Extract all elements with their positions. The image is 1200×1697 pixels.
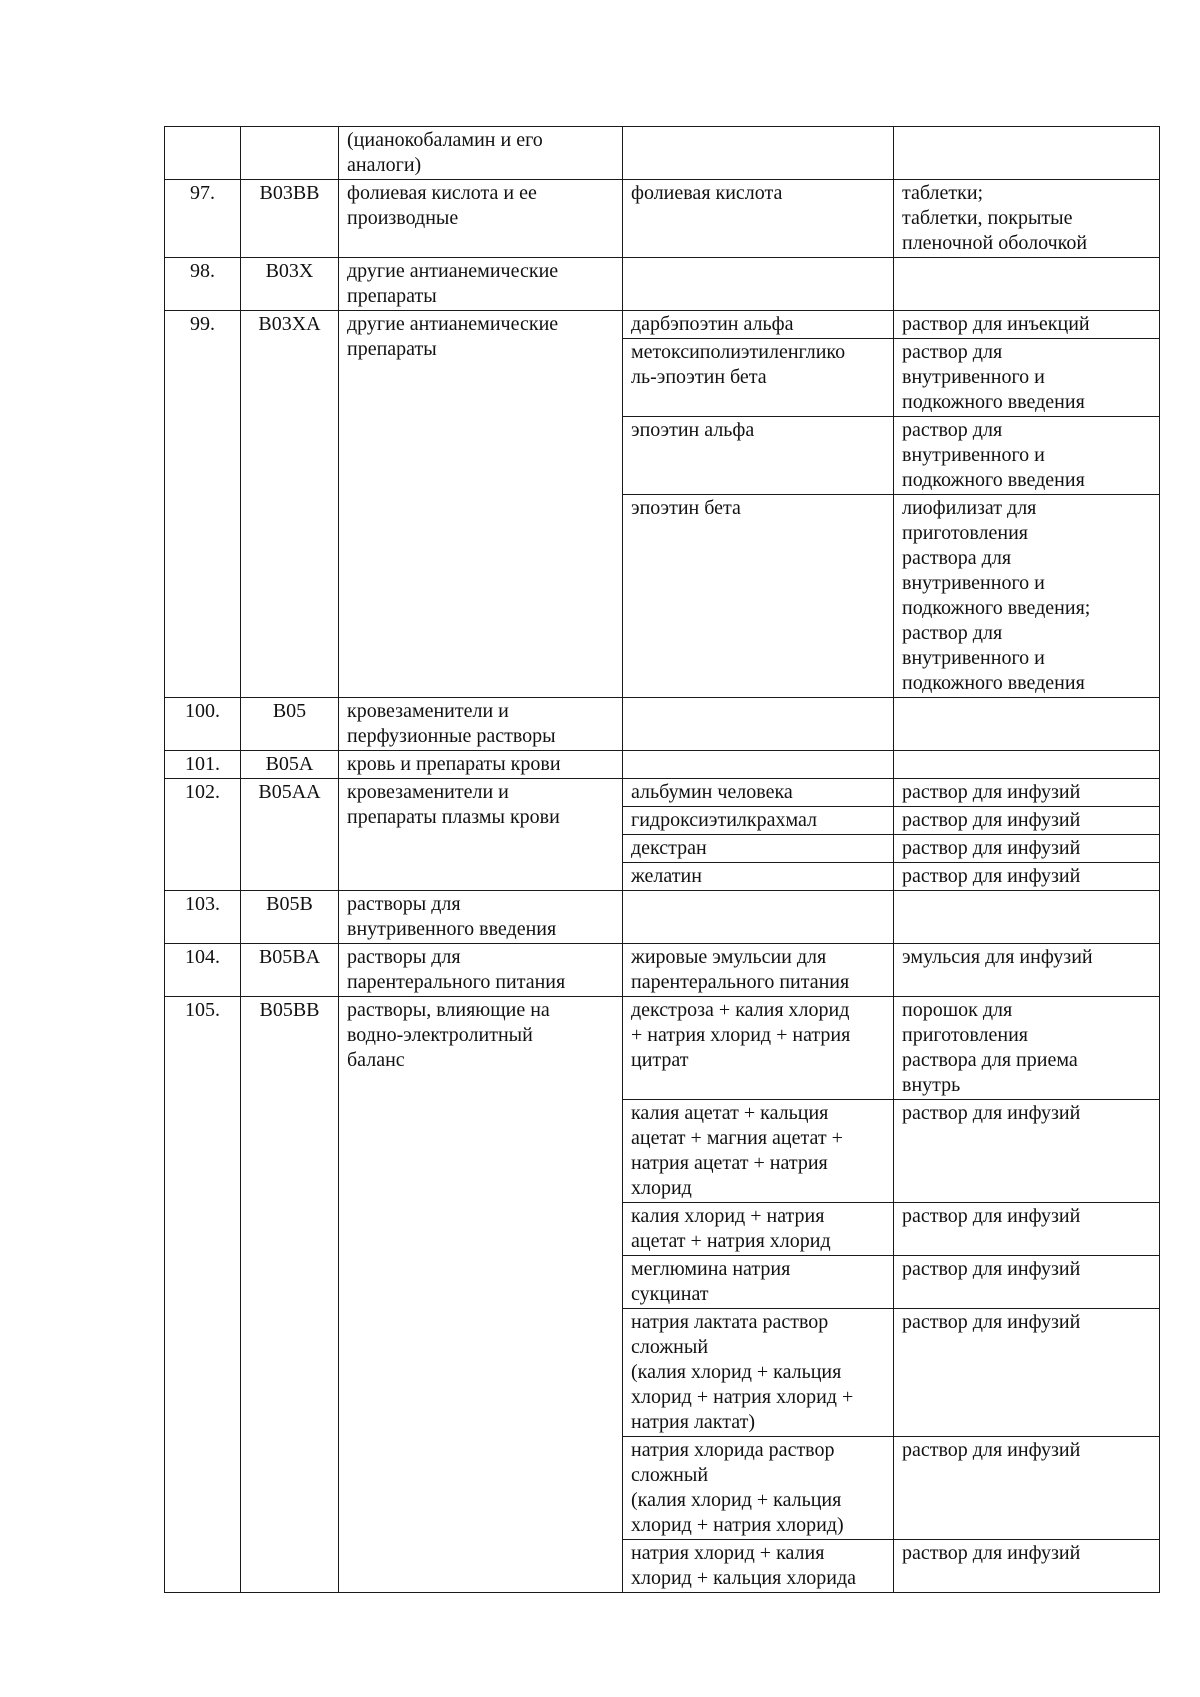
row-number-cell: 100. — [165, 698, 241, 751]
dosage-form-cell: раствор для инфузий — [894, 1203, 1160, 1256]
table-row — [165, 180, 1160, 258]
dosage-form-cell: раствор для инъекций — [894, 311, 1160, 339]
dosage-form-cell: раствор для инфузий — [894, 1100, 1160, 1203]
drug-name-cell: натрия лактата раствор сложный (калия хлорид + кальция хлорид + натрия хлорид + натрия лактат) — [623, 1309, 894, 1437]
table-row — [165, 127, 1160, 180]
table-row — [165, 997, 1160, 1100]
dosage-form-cell: раствор для инфузий — [894, 835, 1160, 863]
row-number-cell: 104. — [165, 944, 241, 997]
drug-name-cell — [623, 127, 894, 180]
atc-code-cell: B05BB — [241, 997, 339, 1593]
table-row — [165, 779, 1160, 807]
group-name-cell: растворы, влияющие на водно-электролитный баланс — [339, 997, 623, 1593]
row-number-cell: 97. — [165, 180, 241, 258]
drug-name-cell: метоксиполиэтиленглико ль-эпоэтин бета — [623, 339, 894, 417]
group-name-cell: растворы для внутривенного введения — [339, 891, 623, 944]
row-number-cell: 102. — [165, 779, 241, 891]
table-row — [165, 258, 1160, 311]
row-number-cell — [165, 127, 241, 180]
drug-name-cell: калия ацетат + кальция ацетат + магния ацетат + натрия ацетат + натрия хлорид — [623, 1100, 894, 1203]
drug-name-cell: декстроза + калия хлорид + натрия хлорид + натрия цитрат — [623, 997, 894, 1100]
dosage-form-cell: раствор для инфузий — [894, 779, 1160, 807]
drug-name-cell: дарбэпоэтин альфа — [623, 311, 894, 339]
group-name-cell: другие антианемические препараты — [339, 311, 623, 698]
drug-name-cell — [623, 698, 894, 751]
drug-name-cell — [623, 891, 894, 944]
table-row — [165, 311, 1160, 339]
drug-name-cell: меглюмина натрия сукцинат — [623, 1256, 894, 1309]
drug-list-table — [164, 126, 1160, 1593]
drug-name-cell: желатин — [623, 863, 894, 891]
drug-name-cell: гидроксиэтилкрахмал — [623, 807, 894, 835]
drug-name-cell: натрия хлорида раствор сложный (калия хлорид + кальция хлорид + натрия хлорид) — [623, 1437, 894, 1540]
drug-name-cell: эпоэтин бета — [623, 495, 894, 698]
atc-code-cell — [241, 127, 339, 180]
dosage-form-cell — [894, 127, 1160, 180]
table-row — [165, 751, 1160, 779]
dosage-form-cell: таблетки; таблетки, покрытые пленочной оболочкой — [894, 180, 1160, 258]
dosage-form-cell: раствор для внутривенного и подкожного введения — [894, 339, 1160, 417]
dosage-form-cell: раствор для инфузий — [894, 1309, 1160, 1437]
drug-name-cell — [623, 258, 894, 311]
drug-name-cell — [623, 751, 894, 779]
table-row — [165, 944, 1160, 997]
atc-code-cell: B03BB — [241, 180, 339, 258]
group-name-cell: фолиевая кислота и ее производные — [339, 180, 623, 258]
drug-name-cell: калия хлорид + натрия ацетат + натрия хлорид — [623, 1203, 894, 1256]
atc-code-cell: B03XA — [241, 311, 339, 698]
dosage-form-cell: лиофилизат для приготовления раствора для внутривенного и подкожного введения; раствор для внутривенного и подкожного введения — [894, 495, 1160, 698]
group-name-cell: кровь и препараты крови — [339, 751, 623, 779]
atc-code-cell: B05A — [241, 751, 339, 779]
group-name-cell: растворы для парентерального питания — [339, 944, 623, 997]
atc-code-cell: B05BA — [241, 944, 339, 997]
dosage-form-cell: порошок для приготовления раствора для приема внутрь — [894, 997, 1160, 1100]
dosage-form-cell: раствор для инфузий — [894, 807, 1160, 835]
row-number-cell: 98. — [165, 258, 241, 311]
dosage-form-cell: раствор для инфузий — [894, 863, 1160, 891]
drug-name-cell: жировые эмульсии для парентерального питания — [623, 944, 894, 997]
table-body — [165, 127, 1160, 1593]
atc-code-cell: B03X — [241, 258, 339, 311]
drug-name-cell: эпоэтин альфа — [623, 417, 894, 495]
group-name-cell: кровезаменители и препараты плазмы крови — [339, 779, 623, 891]
dosage-form-cell: раствор для инфузий — [894, 1540, 1160, 1593]
atc-code-cell: B05B — [241, 891, 339, 944]
drug-name-cell: фолиевая кислота — [623, 180, 894, 258]
dosage-form-cell: эмульсия для инфузий — [894, 944, 1160, 997]
dosage-form-cell: раствор для инфузий — [894, 1437, 1160, 1540]
drug-name-cell: альбумин человека — [623, 779, 894, 807]
atc-code-cell: B05AA — [241, 779, 339, 891]
row-number-cell: 105. — [165, 997, 241, 1593]
drug-name-cell: натрия хлорид + калия хлорид + кальция хлорида — [623, 1540, 894, 1593]
table-row — [165, 698, 1160, 751]
row-number-cell: 103. — [165, 891, 241, 944]
group-name-cell: другие антианемические препараты — [339, 258, 623, 311]
dosage-form-cell: раствор для инфузий — [894, 1256, 1160, 1309]
group-name-cell: (цианокобаламин и его аналоги) — [339, 127, 623, 180]
row-number-cell: 99. — [165, 311, 241, 698]
group-name-cell: кровезаменители и перфузионные растворы — [339, 698, 623, 751]
atc-code-cell: B05 — [241, 698, 339, 751]
dosage-form-cell — [894, 891, 1160, 944]
dosage-form-cell: раствор для внутривенного и подкожного введения — [894, 417, 1160, 495]
drug-name-cell: декстран — [623, 835, 894, 863]
dosage-form-cell — [894, 258, 1160, 311]
dosage-form-cell — [894, 751, 1160, 779]
dosage-form-cell — [894, 698, 1160, 751]
table-row — [165, 891, 1160, 944]
row-number-cell: 101. — [165, 751, 241, 779]
